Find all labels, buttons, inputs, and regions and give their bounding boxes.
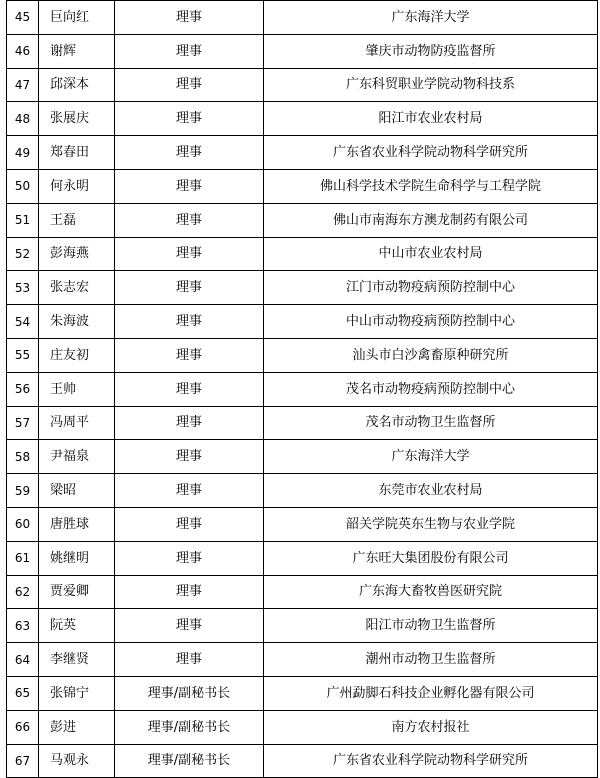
table-row [7, 609, 598, 643]
member-organization-cell: 茂名市动物疫病预防控制中心 [264, 372, 598, 406]
table-row [7, 34, 598, 68]
member-role-cell: 理事 [115, 1, 264, 35]
member-organization-cell: 潮州市动物卫生监督所 [264, 643, 598, 677]
member-role-cell: 理事 [115, 440, 264, 474]
member-organization-cell: 阳江市农业农村局 [264, 102, 598, 136]
table-row [7, 710, 598, 744]
member-name-cell: 何永明 [39, 169, 115, 203]
member-organization-cell: 广东科贸职业学院动物科技系 [264, 68, 598, 102]
row-number-cell: 64 [7, 643, 39, 677]
row-number-cell: 52 [7, 237, 39, 271]
member-role-cell: 理事 [115, 575, 264, 609]
member-organization-cell: 东莞市农业农村局 [264, 474, 598, 508]
row-number-cell: 57 [7, 406, 39, 440]
member-organization-cell: 江门市动物疫病预防控制中心 [264, 271, 598, 305]
member-role-cell: 理事/副秘书长 [115, 676, 264, 710]
member-name-cell: 姚继明 [39, 541, 115, 575]
member-role-cell: 理事 [115, 338, 264, 372]
row-number-cell: 67 [7, 744, 39, 778]
member-organization-cell: 佛山市南海东方澳龙制药有限公司 [264, 203, 598, 237]
table-row [7, 338, 598, 372]
member-name-cell: 马观永 [39, 744, 115, 778]
row-number-cell: 65 [7, 676, 39, 710]
member-role-cell: 理事 [115, 34, 264, 68]
member-name-cell: 张展庆 [39, 102, 115, 136]
table-row [7, 136, 598, 170]
table-row [7, 440, 598, 474]
council-member-table [6, 0, 598, 778]
table-row [7, 541, 598, 575]
row-number-cell: 51 [7, 203, 39, 237]
member-name-cell: 邱深本 [39, 68, 115, 102]
table-row [7, 203, 598, 237]
member-organization-cell: 韶关学院英东生物与农业学院 [264, 507, 598, 541]
table-row [7, 169, 598, 203]
member-organization-cell: 中山市动物疫病预防控制中心 [264, 305, 598, 339]
row-number-cell: 61 [7, 541, 39, 575]
row-number-cell: 46 [7, 34, 39, 68]
member-role-cell: 理事 [115, 643, 264, 677]
member-organization-cell: 汕头市白沙禽畜原种研究所 [264, 338, 598, 372]
table-row [7, 676, 598, 710]
member-role-cell: 理事 [115, 474, 264, 508]
table-body [7, 1, 598, 778]
member-name-cell: 王磊 [39, 203, 115, 237]
table-row [7, 474, 598, 508]
member-role-cell: 理事 [115, 406, 264, 440]
table-row [7, 237, 598, 271]
member-name-cell: 庄友初 [39, 338, 115, 372]
member-name-cell: 彭海燕 [39, 237, 115, 271]
table-row [7, 744, 598, 778]
table-row [7, 507, 598, 541]
member-name-cell: 朱海波 [39, 305, 115, 339]
member-organization-cell: 广东旺大集团股份有限公司 [264, 541, 598, 575]
member-organization-cell: 广东省农业科学院动物科学研究所 [264, 136, 598, 170]
table-row [7, 1, 598, 35]
member-role-cell: 理事 [115, 507, 264, 541]
row-number-cell: 56 [7, 372, 39, 406]
table-row [7, 68, 598, 102]
member-name-cell: 巨向红 [39, 1, 115, 35]
member-role-cell: 理事 [115, 271, 264, 305]
row-number-cell: 60 [7, 507, 39, 541]
member-role-cell: 理事 [115, 609, 264, 643]
table-row [7, 643, 598, 677]
member-name-cell: 郑春田 [39, 136, 115, 170]
member-role-cell: 理事 [115, 203, 264, 237]
row-number-cell: 45 [7, 1, 39, 35]
member-name-cell: 唐胜球 [39, 507, 115, 541]
table-row [7, 305, 598, 339]
member-name-cell: 彭进 [39, 710, 115, 744]
table-row [7, 406, 598, 440]
row-number-cell: 47 [7, 68, 39, 102]
member-organization-cell: 广东海洋大学 [264, 440, 598, 474]
table-row [7, 575, 598, 609]
row-number-cell: 59 [7, 474, 39, 508]
member-role-cell: 理事 [115, 136, 264, 170]
member-role-cell: 理事 [115, 102, 264, 136]
table-row [7, 372, 598, 406]
member-name-cell: 王帅 [39, 372, 115, 406]
row-number-cell: 66 [7, 710, 39, 744]
member-name-cell: 梁昭 [39, 474, 115, 508]
member-role-cell: 理事 [115, 169, 264, 203]
member-role-cell: 理事 [115, 68, 264, 102]
member-name-cell: 冯周平 [39, 406, 115, 440]
member-organization-cell: 佛山科学技术学院生命科学与工程学院 [264, 169, 598, 203]
member-organization-cell: 广州勐脚石科技企业孵化器有限公司 [264, 676, 598, 710]
member-organization-cell: 茂名市动物卫生监督所 [264, 406, 598, 440]
member-role-cell: 理事 [115, 305, 264, 339]
member-name-cell: 张锦宁 [39, 676, 115, 710]
row-number-cell: 48 [7, 102, 39, 136]
member-organization-cell: 肇庆市动物防疫监督所 [264, 34, 598, 68]
member-role-cell: 理事/副秘书长 [115, 710, 264, 744]
member-role-cell: 理事 [115, 541, 264, 575]
row-number-cell: 55 [7, 338, 39, 372]
member-organization-cell: 南方农村报社 [264, 710, 598, 744]
row-number-cell: 63 [7, 609, 39, 643]
member-name-cell: 谢辉 [39, 34, 115, 68]
member-name-cell: 贾爱卿 [39, 575, 115, 609]
member-name-cell: 尹福泉 [39, 440, 115, 474]
member-role-cell: 理事 [115, 372, 264, 406]
member-organization-cell: 中山市农业农村局 [264, 237, 598, 271]
member-name-cell: 李继贤 [39, 643, 115, 677]
row-number-cell: 53 [7, 271, 39, 305]
member-role-cell: 理事 [115, 237, 264, 271]
table-row [7, 271, 598, 305]
member-name-cell: 阮英 [39, 609, 115, 643]
row-number-cell: 49 [7, 136, 39, 170]
member-organization-cell: 广东海洋大学 [264, 1, 598, 35]
row-number-cell: 50 [7, 169, 39, 203]
row-number-cell: 62 [7, 575, 39, 609]
member-organization-cell: 阳江市动物卫生监督所 [264, 609, 598, 643]
member-role-cell: 理事/副秘书长 [115, 744, 264, 778]
member-organization-cell: 广东海大畜牧兽医研究院 [264, 575, 598, 609]
row-number-cell: 54 [7, 305, 39, 339]
row-number-cell: 58 [7, 440, 39, 474]
member-organization-cell: 广东省农业科学院动物科学研究所 [264, 744, 598, 778]
member-name-cell: 张志宏 [39, 271, 115, 305]
table-row [7, 102, 598, 136]
